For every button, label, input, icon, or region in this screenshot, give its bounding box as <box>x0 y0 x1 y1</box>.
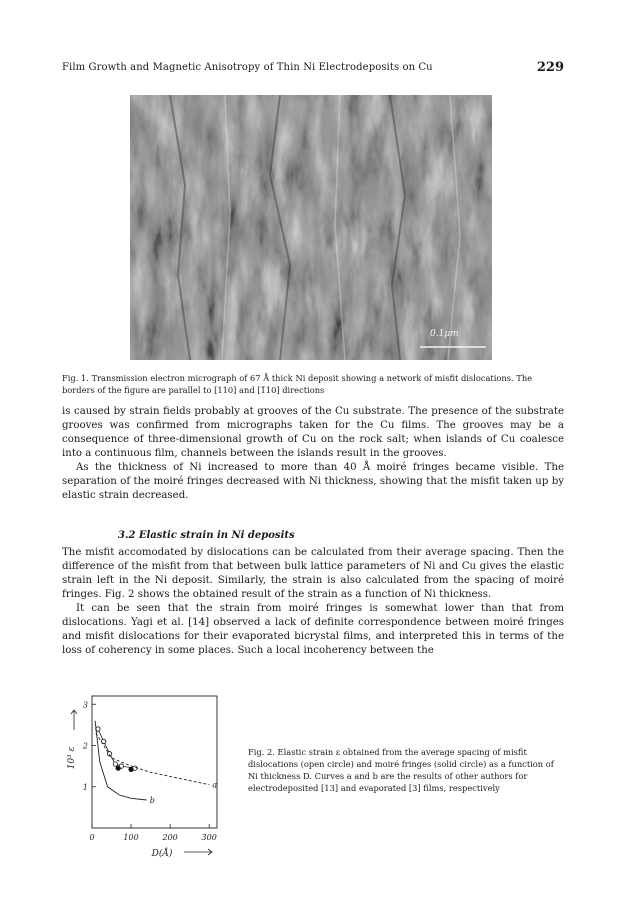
section-heading: 3.2 Elastic strain in Ni deposits <box>118 530 295 541</box>
micrograph-figure <box>130 95 492 360</box>
body-block-2 <box>62 546 564 658</box>
paragraph: The misfit accomodated by dislocations can be calculated from their average spacing. Then the difference of the misfit from that between bulk lattice parameters of Ni and Cu gives the elastic strain left in the Ni deposit. Similarly, the strain is also calculated from the spacing of moiré fringes. Fig. 2 shows the obtained result of the strain as a function of Ni thickness. <box>62 547 564 600</box>
figure2-caption: Fig. 2. Elastic strain ε obtained from the average spacing of misfit dislocations (open circle) and moiré fringes (solid circle) as a function of Ni thickness D. Curves a and b are the results of other authors for electrodeposited [13] and evaporated [3] films, respectively <box>248 747 554 793</box>
y-tick-label: 2 <box>82 741 88 751</box>
curve-label-a: a <box>212 780 217 790</box>
body-block-1 <box>62 405 564 503</box>
x-tick-label: 300 <box>201 833 217 842</box>
solid-circle-point <box>116 766 120 770</box>
chart-marks <box>95 721 217 805</box>
curve-b <box>95 721 147 800</box>
x-tick-label: 100 <box>123 833 139 842</box>
running-title: Film Growth and Magnetic Anisotropy of Thin Ni Electrodeposits on Cu <box>62 62 433 73</box>
curve-a <box>96 733 209 785</box>
plot-frame <box>92 696 217 828</box>
running-header <box>62 62 564 78</box>
x-tick-label: 200 <box>162 833 178 842</box>
y-tick-label: 3 <box>82 700 88 710</box>
y-tick-label: 1 <box>82 782 88 792</box>
page-number: 229 <box>536 60 564 75</box>
figure1-caption: Fig. 1. Transmission electron micrograph of 67 Å thick Ni deposit showing a network of misfit dislocations. The borders of the figure are parallel to [110] and [1̄10] directions <box>62 373 533 395</box>
paragraph: is caused by strain fields probably at grooves of the Cu substrate. The presence of the substrate grooves was confirmed from micrographs taken for the Cu films. The grooves may be a consequence of three-dimensional growth of Cu on the rock salt; when islands of Cu coalesce into a continuous film, channels between the islands result in the grooves. <box>62 406 564 459</box>
scale-bar-label: 0.1µm <box>430 329 459 339</box>
micrograph-image <box>130 95 492 360</box>
x-axis-arrow <box>184 849 212 855</box>
paragraph: It can be seen that the strain from moiré fringes is somewhat lower than that from dislocations. Yagi et al. [14] observed a lack of definite correspondence between moiré fringes and misfit dislocations for their evaporated bicrystal films, and interpreted this in terms of the loss of coherency in some places. Such a local incoherency between the <box>62 603 564 656</box>
chart-svg <box>62 688 237 860</box>
open-circle-point <box>113 762 117 766</box>
solid-circle-point <box>129 767 133 771</box>
x-axis-label: D(Å) <box>151 849 173 859</box>
curve-label-b: b <box>149 795 155 805</box>
y-axis-arrow <box>71 710 77 730</box>
y-axis-label: 10³ ε <box>67 746 77 770</box>
paragraph: As the thickness of Ni increased to more than 40 Å moiré fringes became visible. The separation of the moiré fringes decreased with Ni thickness, showing that the misfit taken up by elastic strain decreased. <box>62 462 564 501</box>
figure2-chart <box>62 688 237 860</box>
x-tick-label: 0 <box>89 833 95 842</box>
